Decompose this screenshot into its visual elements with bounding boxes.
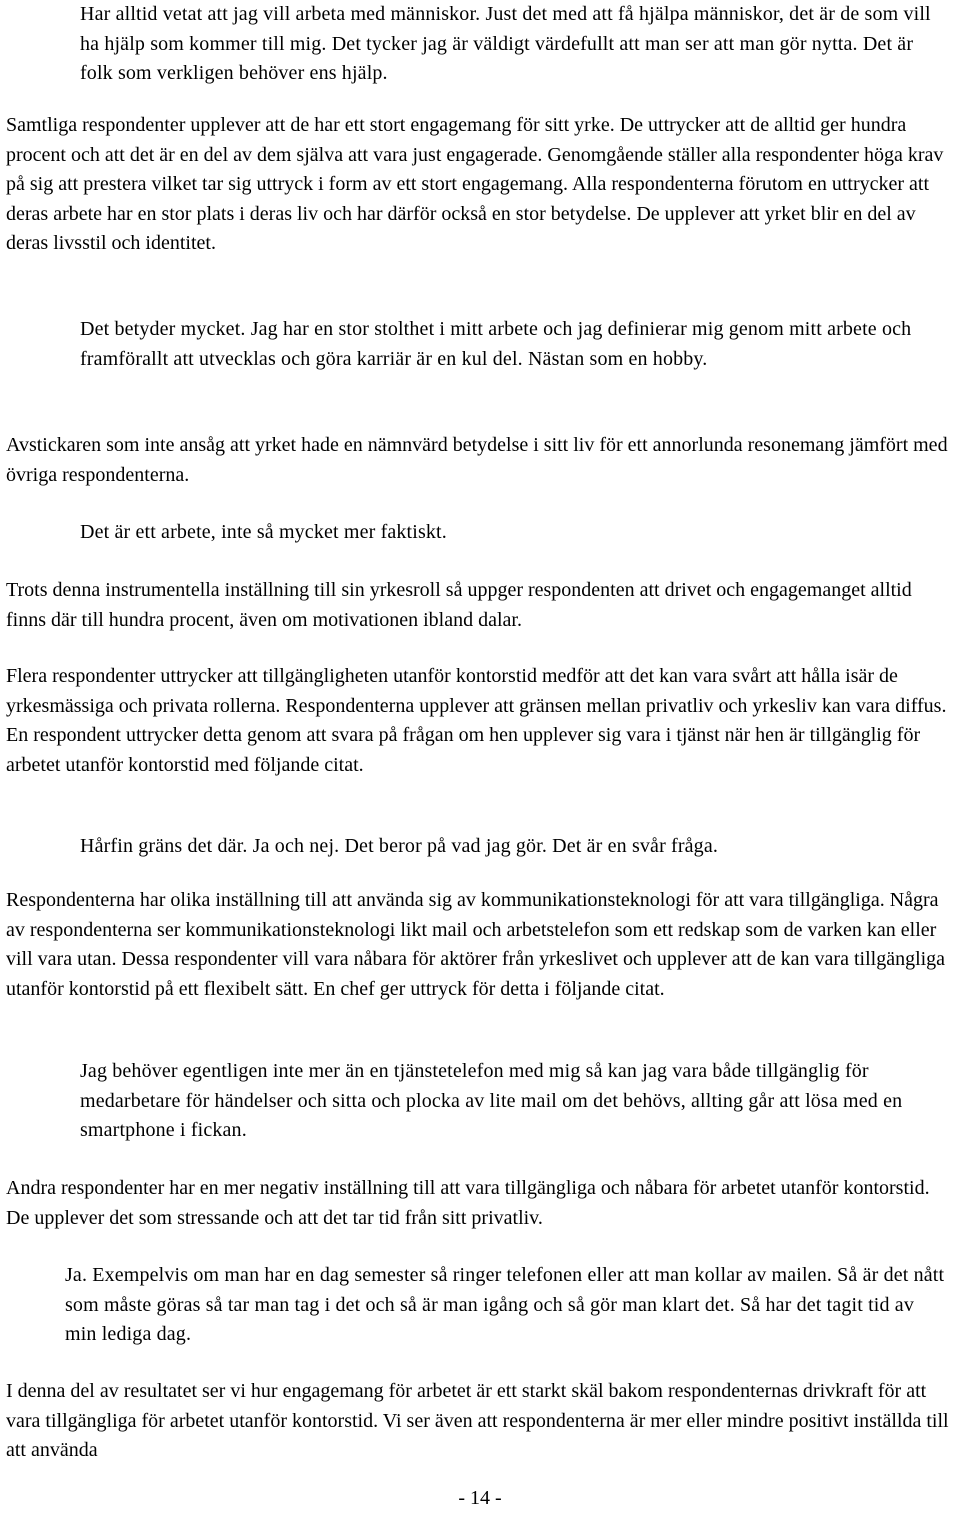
quote-paragraph-2: Det betyder mycket. Jag har en stor stolthet i mitt arbete och jag definierar mig genom mitt arbete och framförallt att utvecklas och göra karriär är en kul del. Nästan som en hobby. xyxy=(80,318,912,370)
quote-paragraph-5: Jag behöver egentligen inte mer än en tjänstetelefon med mig så kan jag vara både tillgänglig för medarbetare för händelser och sitta och plocka av lite mail om det behövs, allting går att lösa med en smartphone i fickan. xyxy=(80,1060,903,1141)
body-paragraph-4: Flera respondenter uttrycker att tillgängligheten utanför kontorstid medför att det kan vara svårt att hålla isär de yrkesmässiga och privata rollerna. Respondenterna upplever att gränsen mellan privatliv och yrkesliv kan vara diffus. En respondent uttrycker detta genom att svara på frågan om hen upplever sig vara i tjänst när hen är tillgänglig för arbetet utanför kontorstid med följande citat. xyxy=(6,665,947,776)
body-paragraph-3: Trots denna instrumentella inställning till sin yrkesroll så uppger respondenten att drivet och engagemanget alltid finns där till hundra procent, även om motivationen ibland dalar. xyxy=(6,579,912,631)
body-paragraph-6: Andra respondenter har en mer negativ inställning till att vara tillgängliga och nåbara för arbetet utanför kontorstid. De upplever det som stressande och att det tar tid från sitt privatliv. xyxy=(6,1177,930,1229)
quote-paragraph-4: Hårfin gräns det där. Ja och nej. Det beror på vad jag gör. Det är en svår fråga. xyxy=(80,835,719,857)
page-number: - 14 - xyxy=(458,1487,502,1509)
body-paragraph-5: Respondenterna har olika inställning till att använda sig av kommunikationsteknologi för att vara tillgängliga. Några av respondenterna ser kommunikationsteknologi likt mail och arbetstelefon som ett redskap som de varken kan eller vill vara utan. Dessa respondenter vill vara nåbara för aktörer från yrkeslivet och upplever att de kan vara tillgängliga utanför kontorstid på ett flexibelt sätt. En chef ger uttryck för detta i följande citat. xyxy=(6,889,946,1000)
body-paragraph-2: Avstickaren som inte ansåg att yrket hade en nämnvärd betydelse i sitt liv för ett annorlunda resonemang jämfört med övriga respondenterna. xyxy=(6,434,948,486)
quote-paragraph-1: Har alltid vetat att jag vill arbeta med människor. Just det med att få hjälpa människor, det är de som vill ha hjälp som kommer till mig. Det tycker jag är väldigt värdefullt att man ser att man gör nytta. Det är folk som verkligen behöver ens hjälp. xyxy=(80,3,931,84)
quote-paragraph-3: Det är ett arbete, inte så mycket mer faktiskt. xyxy=(80,521,447,543)
body-paragraph-7: I denna del av resultatet ser vi hur engagemang för arbetet är ett starkt skäl bakom respondenternas drivkraft för att vara tillgängliga för arbetet utanför kontorstid. Vi ser även att respondenterna är mer eller mindre positivt inställda till att använda xyxy=(6,1380,949,1461)
body-paragraph-1: Samtliga respondenter upplever att de har ett stort engagemang för sitt yrke. De uttrycker att de alltid ger hundra procent och att det är en del av dem själva att vara just engagerade. Genomgående ställer alla respondenter höga krav på sig att prestera vilket tar sig uttryck i form av ett stort engagemang. Alla respondenterna förutom en uttrycker att deras arbete har en stor plats i deras liv och har därför också en stor betydelse. De upplever att yrket blir en del av deras livsstil och identitet. xyxy=(6,114,944,254)
quote-paragraph-6: Ja. Exempelvis om man har en dag semester så ringer telefonen eller att man kollar av mailen. Så är det nått som måste göras så tar man tag i det och så är man igång och så gör man klart det. Så har det tagit tid av min lediga dag. xyxy=(65,1264,945,1345)
